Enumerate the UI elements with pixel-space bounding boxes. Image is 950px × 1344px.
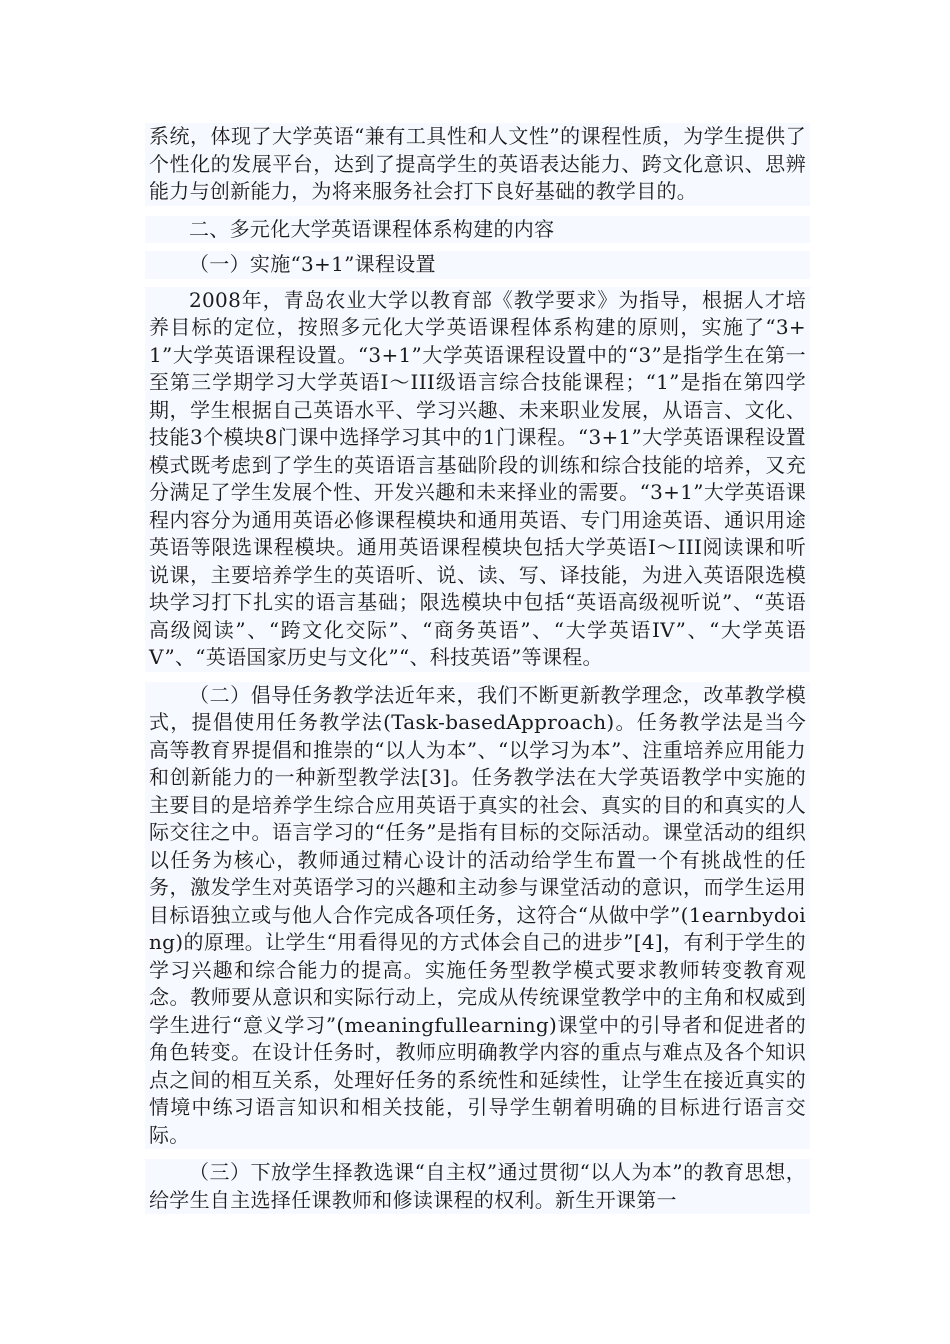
paragraph-task-method: （二）倡导任务教学法近年来，我们不断更新教学理念，改革教学模式，提倡使用任务教学法(Task-basedApproach)。任务教学法是当今高等教育界提倡和推崇的“以人为本”、“以学习为本”、注重培养应用能力和创新能力的一种新型教学法[3]。任务教学法在大学英语教学中实施的主要目的是培养学生综合应用英语于真实的社会、真实的目的和真实的人际交往之中。语言学习的“任务”是指有目标的交际活动。课堂活动的组织以任务为核心，教师通过精心设计的活动给学生布置一个有挑战性的任务，激发学生对英语学习的兴趣和主动参与课堂活动的意识，而学生运用目标语独立或与他人合作完成各项任务，这符合“从做中学”(1earnbydoing)的原理。让学生“用看得见的方式体会自己的进步”[4]，有利于学生的学习兴趣和综合能力的提高。实施任务型教学模式要求教师转变教育观念。教师要从意识和实际行动上，完成从传统课堂教学中的主角和权威到学生进行“意义学习”(meaningfullearning)课堂中的引导者和促进者的角色转变。在设计任务时，教师应明确教学内容的重点与难点及各个知识点之间的相互关系，处理好任务的系统性和延续性，让学生在接近真实的情境中练习语言知识和相关技能，引导学生朝着明确的目标进行语言交际。 [145, 682, 810, 1150]
section-heading: 二、多元化大学英语课程体系构建的内容 [145, 216, 810, 244]
paragraph-intro: 系统，体现了大学英语“兼有工具性和人文性”的课程性质，为学生提供了个性化的发展平台，达到了提高学生的英语表达能力、跨文化意识、思辨能力与创新能力，为将来服务社会打下良好基础的教学目的。 [145, 123, 810, 206]
paragraph-course-selection: （三）下放学生择教选课“自主权”通过贯彻“以人为本”的教育思想，给学生自主选择任课教师和修读课程的权利。新生开课第一 [145, 1159, 810, 1214]
document-body [145, 123, 810, 1224]
subsection-heading: （一）实施“3+1”课程设置 [145, 251, 810, 279]
paragraph-course-setup: 2008年，青岛农业大学以教育部《教学要求》为指导，根据人才培养目标的定位，按照多元化大学英语课程体系构建的原则，实施了“3+1”大学英语课程设置。“3+1”大学英语课程设置中的“3”是指学生在第一至第三学期学习大学英语Ⅰ～III级语言综合技能课程；“1”是指在第四学期，学生根据自己英语水平、学习兴趣、未来职业发展，从语言、文化、技能3个模块8门课中选择学习其中的1门课程。“3+1”大学英语课程设置模式既考虑到了学生的英语语言基础阶段的训练和综合技能的培养，又充分满足了学生发展个性、开发兴趣和未来择业的需要。“3+1”大学英语课程内容分为通用英语必修课程模块和通用英语、专门用途英语、通识用途英语等限选课程模块。通用英语课程模块包括大学英语Ⅰ～III阅读课和听说课，主要培养学生的英语听、说、读、写、译技能，为进入英语限选模块学习打下扎实的语言基础；限选模块中包括“英语高级视听说”、“英语高级阅读”、“跨文化交际”、“商务英语”、“大学英语IV”、“大学英语V”、“英语国家历史与文化”“、科技英语”等课程。 [145, 287, 810, 672]
